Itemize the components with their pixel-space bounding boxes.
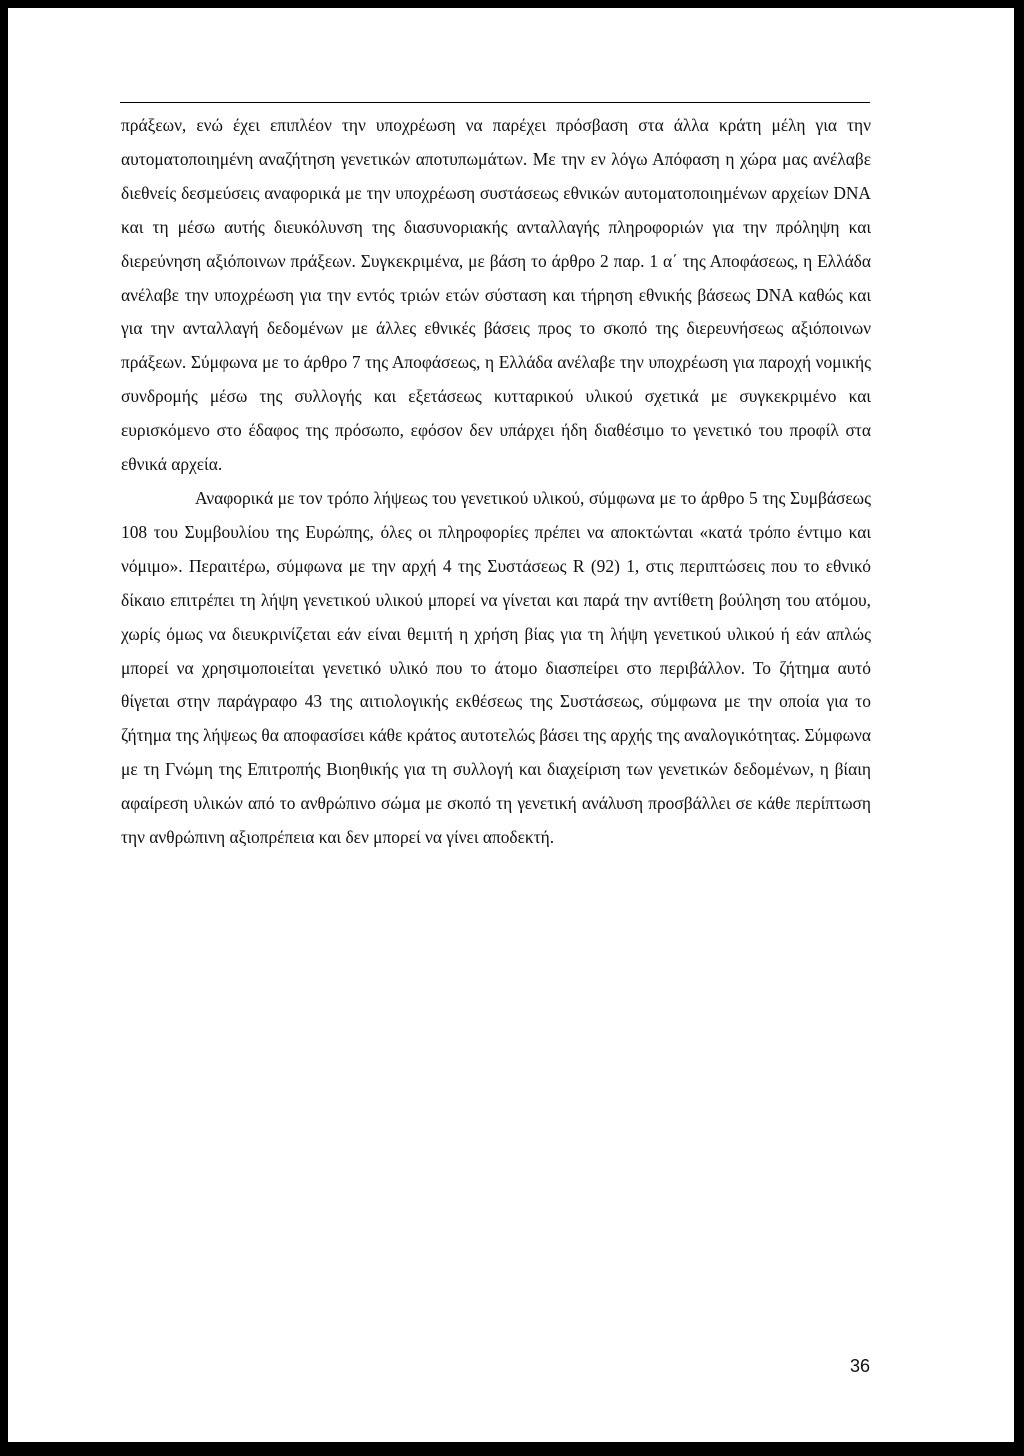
- paragraph: Αναφορικά με τον τρόπο λήψεως του γενετικού υλικού, σύμφωνα με το άρθρο 5 της Συμβάσεως 108 του Συμβουλίου της Ευρώπης, όλες οι πληροφορίες πρέπει να αποκτώνται «κατά τρόπο έντιμο και νόμιμο». Περαιτέρω, σύμφωνα με την αρχή 4 της Συστάσεως R (92) 1, στις περιπτώσεις που το εθνικό δίκαιο επιτρέπει τη λήψη γενετικού υλικού μπορεί να γίνεται και παρά την αντίθετη βούληση του ατόμου, χωρίς όμως να διευκρινίζεται εάν είναι θεμιτή η χρήση βίας για τη λήψη γενετικού υλικού ή εάν απλώς μπορεί να χρησιμοποιείται γενετικό υλικό που το άτομο διασπείρει στο περιβάλλον. Το ζήτημα αυτό θίγεται στην παράγραφο 43 της αιτιολογικής εκθέσεως της Συστάσεως, σύμφωνα με την οποία για το ζήτημα της λήψεως θα αποφασίσει κάθε κράτος αυτοτελώς βάσει της αρχής της αναλογικότητας. Σύμφωνα με τη Γνώμη της Επιτροπής Βιοηθικής για τη συλλογή και διαχείριση των γενετικών δεδομένων, η βίαιη αφαίρεση υλικών από το ανθρώπινο σώμα με σκοπό τη γενετική ανάλυση προσβάλλει σε κάθε περίπτωση την ανθρώπινη αξιοπρέπεια και δεν μπορεί να γίνει αποδεκτή.: [121, 487, 871, 848]
- top-divider: [120, 102, 870, 103]
- paragraph-continued: πράξεων, ενώ έχει επιπλέον την υποχρέωση να παρέχει πρόσβαση στα άλλα κράτη μέλη για την αυτοματοποιημένη αναζήτηση γενετικών αποτυπωμάτων. Με την εν λόγω Απόφαση η χώρα μας ανέλαβε διεθνείς δεσμεύσεις αναφορικά με την υποχρέωση συστάσεως εθνικών αυτοματοποιημένων αρχείων DNA και τη μέσω αυτής διευκόλυνση της διασυνοριακής ανταλλαγής πληροφοριών για την πρόληψη και διερεύνηση αξιόποινων πράξεων. Συγκεκριμένα, με βάση το άρθρο 2 παρ. 1 α΄ της Αποφάσεως, η Ελλάδα ανέλαβε την υποχρέωση για την εντός τριών ετών σύσταση και τήρηση εθνικής βάσεως DNA καθώς και για την ανταλλαγή δεδομένων με άλλες εθνικές βάσεις προς το σκοπό της διερευνήσεως αξιόποινων πράξεων. Σύμφωνα με το άρθρο 7 της Αποφάσεως, η Ελλάδα ανέλαβε την υποχρέωση για παροχή νομικής συνδρομής μέσω της συλλογής και εξετάσεως κυτταρικού υλικού σχετικά με συγκεκριμένο και ευρισκόμενο στο έδαφος της πρόσωπο, εφόσον δεν υπάρχει ήδη διαθέσιμο το γενετικό του προφίλ στα εθνικά αρχεία.: [121, 115, 871, 475]
- page-number: 36: [849, 1356, 870, 1376]
- document-body: [121, 109, 871, 855]
- document-page: [8, 8, 1014, 1442]
